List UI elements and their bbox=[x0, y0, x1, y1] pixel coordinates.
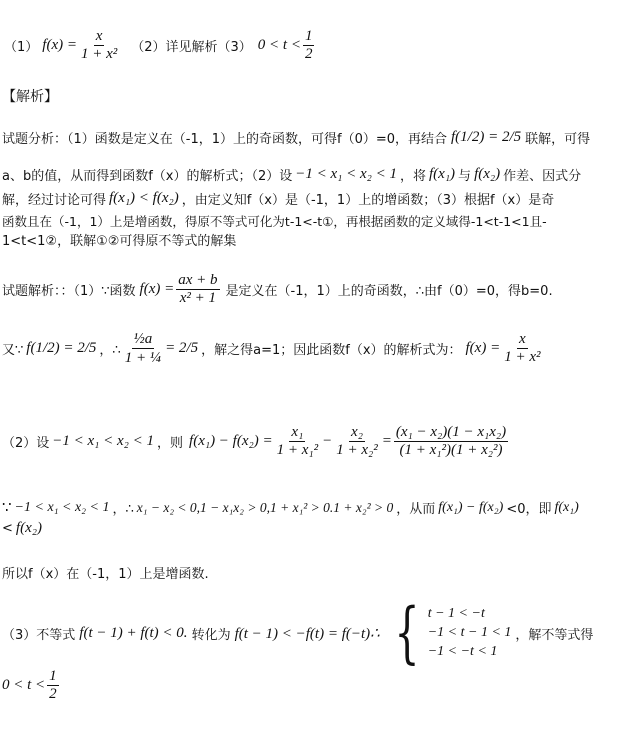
solution-fraction-3c-den: (1 + x₁²)(1 + x₂²) bbox=[399, 442, 503, 458]
answer-fraction-denominator: 1 + x² bbox=[80, 46, 118, 62]
answer-part2-label: （2）详见解析（3） bbox=[131, 40, 252, 55]
solution-text-4b: ，∴ bbox=[112, 502, 134, 517]
solution-line-2 bbox=[2, 330, 544, 367]
system-row-2: −1 < t − 1 < 1 bbox=[427, 625, 512, 640]
solution-fraction-2 bbox=[123, 330, 163, 367]
solution-line-6: 所以f（x）在（-1，1）上是增函数. bbox=[2, 567, 209, 582]
solution-line-3 bbox=[2, 424, 510, 459]
analysis-text-3-end: ，由定义知f（x）是（-1，1）上的增函数；（3）根据f（x）是奇 bbox=[181, 193, 555, 208]
analysis-math-1: f(1/2) = 2/5 bbox=[451, 129, 522, 145]
analysis-text-2-mid: ，将 bbox=[400, 169, 427, 184]
solution-text-4: ∵ bbox=[2, 500, 12, 516]
solution-math-8: 0 < t < bbox=[2, 677, 46, 693]
system-row-3: −1 < −t < 1 bbox=[427, 644, 498, 659]
solution-line-4 bbox=[2, 498, 579, 517]
answer-fraction bbox=[79, 28, 119, 63]
solution-brace-system bbox=[386, 594, 512, 671]
solution-math-7a: f(t − 1) + f(t) < 0. bbox=[79, 624, 188, 641]
solution-math-3-eq: = bbox=[381, 433, 392, 449]
system-row-1: t − 1 < −t bbox=[427, 606, 485, 621]
solution-line-5 bbox=[2, 520, 42, 537]
solution-math-5: f(x₂) bbox=[15, 520, 42, 536]
analysis-math-3: f(x₁) < f(x₂) bbox=[109, 190, 179, 206]
solution-fraction-3a bbox=[275, 424, 321, 459]
solution-text-5: < bbox=[2, 521, 13, 536]
solution-fraction-8-den: 2 bbox=[49, 686, 57, 702]
solution-text-2c: ，解之得a=1；因此函数f（x）的解析式为： bbox=[201, 343, 462, 358]
solution-fraction-3b bbox=[334, 424, 380, 459]
solution-line-8 bbox=[2, 668, 61, 703]
solution-math-3a: −1 < x₁ < x₂ < 1 bbox=[52, 433, 155, 449]
answer-half-fraction bbox=[303, 28, 315, 63]
system-rows bbox=[428, 606, 512, 660]
solution-fraction-3b-num: x₂ bbox=[351, 424, 363, 440]
analysis-text-3: 解，经过讨论可得 bbox=[2, 193, 107, 208]
solution-math-2-f: f(x) = bbox=[465, 340, 501, 356]
solution-math-2-eq: = 2/5 bbox=[165, 340, 199, 356]
solution-fraction-1 bbox=[176, 272, 219, 307]
solution-line-1 bbox=[2, 272, 553, 307]
solution-text-1-end: 是定义在（-1，1）上的奇函数，∴由f（0）=0，得b=0. bbox=[225, 284, 553, 299]
analysis-line-1 bbox=[2, 128, 590, 147]
solution-fraction-8 bbox=[47, 668, 59, 703]
solution-text-1: 试题解析：：（1）∵函数 bbox=[2, 284, 136, 299]
answer-half-denominator: 2 bbox=[304, 46, 313, 62]
solution-text-2b: ，∴ bbox=[99, 343, 121, 358]
solution-fraction-2-den: 1 + ¼ bbox=[124, 350, 162, 366]
analysis-math-2c: f(x₂) bbox=[474, 166, 501, 182]
solution-text-4c: ，从而 bbox=[396, 502, 436, 517]
solution-math-4b: x₁ − x₂ < 0,1 − x₁x₂ > 0,1 + x₁² > 0.1 + x₂² > 0 bbox=[136, 499, 394, 515]
analysis-line-5: 1<t<1②，联解①②可得原不等式的解集 bbox=[2, 234, 237, 249]
analysis-math-2b: f(x₁) bbox=[429, 166, 456, 182]
solution-text-7b: 转化为 bbox=[191, 627, 231, 643]
left-brace-icon: { bbox=[394, 594, 420, 671]
solution-text-4d: <0，即 bbox=[506, 502, 552, 517]
answer-half-numerator: 1 bbox=[304, 28, 313, 44]
analysis-text-2-end: 作差、因式分 bbox=[503, 169, 582, 184]
analysis-line-2 bbox=[2, 165, 581, 184]
answer-fraction-numerator: x bbox=[95, 28, 103, 44]
answer-function-lhs: f(x) = bbox=[42, 37, 77, 53]
solution-math-2: f(1/2) = 2/5 bbox=[26, 340, 97, 356]
solution-fraction-2b bbox=[502, 331, 542, 366]
solution-fraction-3c-num: (x₁ − x₂)(1 − x₁x₂) bbox=[395, 424, 507, 440]
solution-math-7b: f(t − 1) < −f(t) = f(−t)∴ bbox=[234, 625, 380, 642]
solution-line-7 bbox=[2, 594, 594, 671]
jiexi-heading: 【解析】 bbox=[2, 89, 58, 105]
solution-fraction-3a-den: 1 + x₁² bbox=[276, 442, 319, 458]
solution-text-3b: ，则 bbox=[157, 436, 184, 451]
solution-math-4c: f(x₁) − f(x₂) bbox=[438, 499, 504, 515]
solution-fraction-8-num: 1 bbox=[49, 668, 57, 684]
solution-fraction-2b-den: 1 + x² bbox=[504, 349, 541, 365]
solution-math-4a: −1 < x₁ < x₂ < 1 bbox=[14, 499, 110, 515]
solution-text-7: （3）不等式 bbox=[2, 627, 76, 643]
solution-function-lhs: f(x) = bbox=[139, 281, 175, 297]
solution-math-3-minus: − bbox=[322, 433, 333, 449]
analysis-text-1: 试题分析：（1）函数是定义在（-1，1）上的奇函数，可得f（0）=0，再结合 bbox=[2, 132, 448, 147]
answer-part1-label: （1） bbox=[4, 40, 39, 55]
solution-fraction-2-num: ½a bbox=[133, 331, 153, 347]
solution-math-4d: f(x₁) bbox=[554, 499, 579, 515]
solution-fraction-3b-den: 1 + x₂² bbox=[336, 442, 378, 458]
solution-fraction-2b-num: x bbox=[519, 331, 526, 347]
analysis-line-4: 函数且在（-1，1）上是增函数，得原不等式可化为t-1<-t①，再根据函数的定义域得-1<t-1<1且- bbox=[2, 214, 547, 229]
analysis-text-1-end: 联解，可得 bbox=[525, 132, 591, 147]
solution-fraction-1-num: ax + b bbox=[178, 272, 218, 288]
answer-inequality: 0 < t < bbox=[257, 37, 301, 53]
analysis-math-2: −1 < x₁ < x₂ < 1 bbox=[295, 166, 397, 182]
solution-math-3b: f(x₁) − f(x₂) = bbox=[189, 433, 273, 449]
analysis-text-2-mid2: 与 bbox=[458, 169, 472, 184]
solution-text-2: 又∵ bbox=[2, 343, 24, 358]
solution-text-3: （2）设 bbox=[2, 436, 50, 451]
answer-line bbox=[4, 28, 316, 63]
solution-fraction-3a-num: x₁ bbox=[291, 424, 304, 440]
analysis-line-3 bbox=[2, 189, 554, 208]
solution-fraction-3c bbox=[394, 424, 508, 459]
analysis-text-2: a、b的值，从而得到函数f（x）的解析式；（2）设 bbox=[2, 169, 293, 184]
solution-text-7c: ，解不等式得 bbox=[515, 627, 594, 643]
solution-fraction-1-den: x² + 1 bbox=[179, 290, 217, 306]
